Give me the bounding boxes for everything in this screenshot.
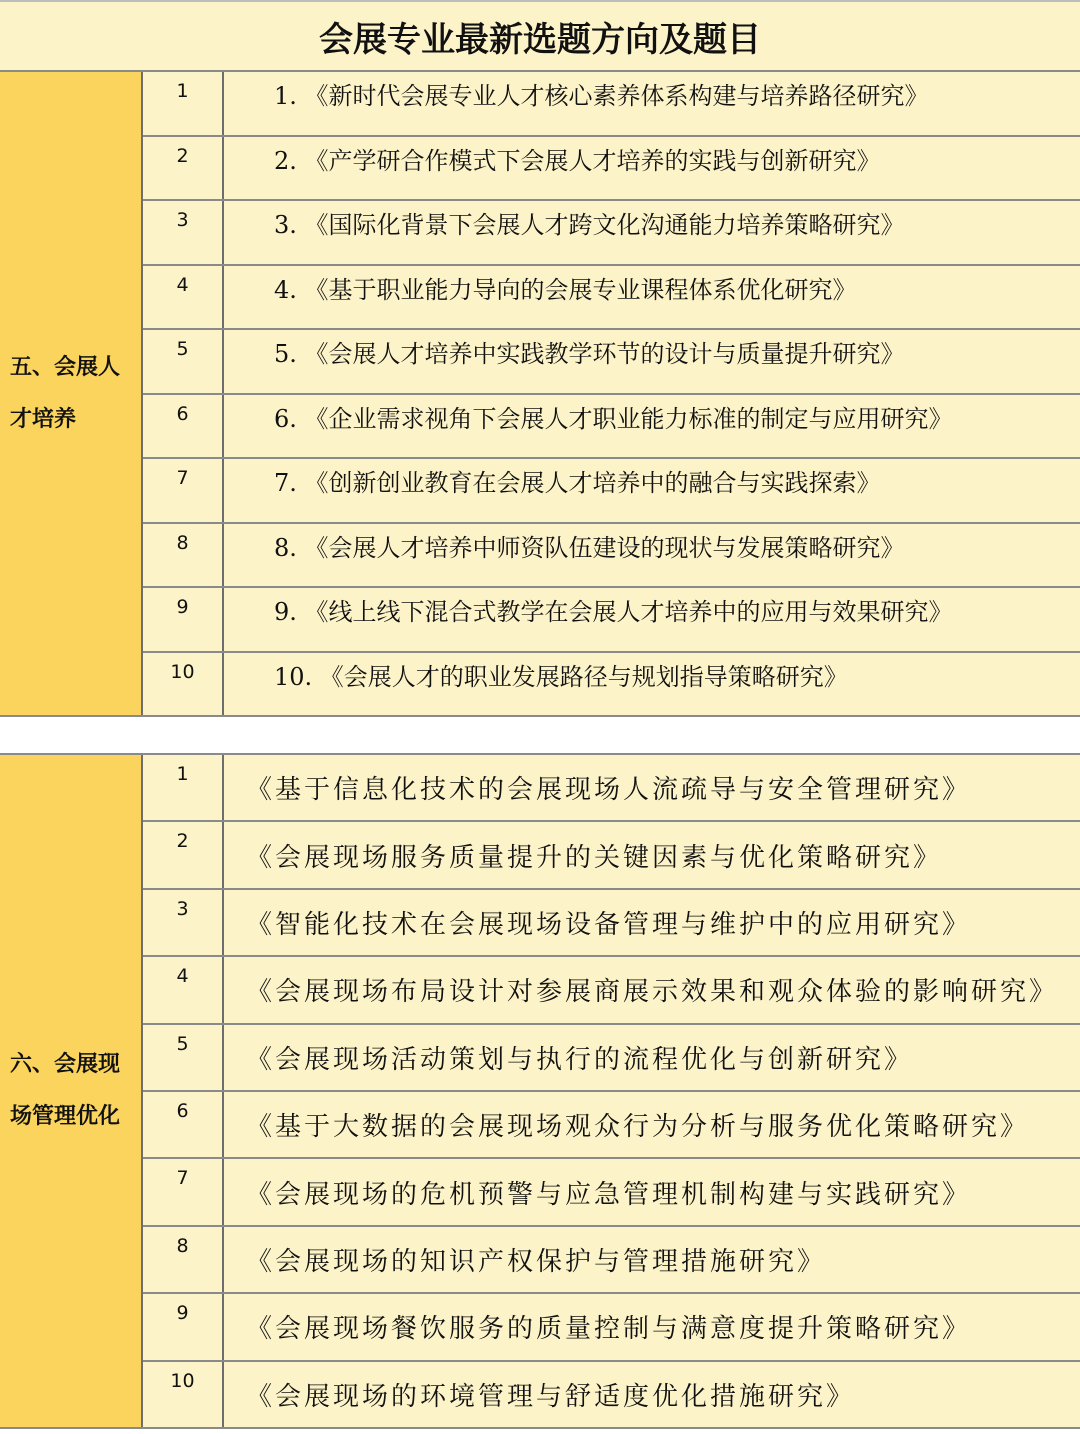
row-number: 3 (143, 890, 224, 955)
table-row (143, 201, 1080, 266)
topic-title: 5. 《会展人才培养中实践教学环节的设计与质量提升研究》 (274, 340, 905, 368)
table-row (143, 1159, 1080, 1226)
table-row (143, 1025, 1080, 1092)
table-row (143, 1362, 1080, 1427)
topic-title: 《智能化技术在会展现场设备管理与维护中的应用研究》 (246, 910, 972, 941)
table-row (143, 1294, 1080, 1361)
row-number: 5 (143, 330, 224, 393)
topic-list (143, 755, 1080, 1427)
table-row (143, 1092, 1080, 1159)
row-number: 6 (143, 1092, 224, 1157)
section-label (0, 72, 143, 715)
row-number: 7 (143, 1159, 224, 1224)
row-number: 10 (143, 653, 224, 716)
topic-title: 《会展现场的危机预警与应急管理机制构建与实践研究》 (246, 1179, 972, 1210)
page-title: 会展专业最新选题方向及题目 (0, 0, 1080, 72)
row-number: 8 (143, 1227, 224, 1292)
row-number: 4 (143, 957, 224, 1022)
table-row (143, 395, 1080, 460)
row-number: 2 (143, 822, 224, 887)
topic-title: 4. 《基于职业能力导向的会展专业课程体系优化研究》 (274, 275, 857, 304)
table-row (143, 957, 1080, 1024)
section-label-line2: 场管理优化 (10, 1104, 121, 1129)
row-number: 4 (143, 266, 224, 329)
topic-title: 《基于信息化技术的会展现场人流疏导与安全管理研究》 (246, 775, 972, 806)
topic-title: 《会展现场活动策划与执行的流程优化与创新研究》 (246, 1044, 914, 1075)
topic-title: 《基于大数据的会展现场观众行为分析与服务优化策略研究》 (246, 1112, 1030, 1143)
table-row (143, 822, 1080, 889)
table-row (143, 72, 1080, 137)
table-row (143, 137, 1080, 202)
topic-title: 1. 《新时代会展专业人才核心素养体系构建与培养路径研究》 (274, 82, 929, 110)
section-label (0, 755, 143, 1427)
topic-title: 《会展现场服务质量提升的关键因素与优化策略研究》 (246, 842, 943, 873)
topic-title: 2. 《产学研合作模式下会展人才培养的实践与创新研究》 (274, 146, 881, 175)
row-number: 2 (143, 137, 224, 200)
section-talent-training (0, 72, 1080, 717)
table-row (143, 1227, 1080, 1294)
topic-list (143, 72, 1080, 715)
topic-title: 9. 《线上线下混合式教学在会展人才培养中的应用与效果研究》 (274, 598, 953, 626)
row-number: 9 (143, 588, 224, 651)
topic-title: 3. 《国际化背景下会展人才跨文化沟通能力培养策略研究》 (274, 211, 905, 239)
table-row (143, 459, 1080, 524)
row-number: 1 (143, 72, 224, 135)
section-label-line1: 六、会展现 (10, 1052, 121, 1077)
table-row (143, 890, 1080, 957)
row-number: 9 (143, 1294, 224, 1359)
topic-title: 《会展现场布局设计对参展商展示效果和观众体验的影响研究》 (246, 977, 1059, 1008)
table-row (143, 330, 1080, 395)
table-row (143, 653, 1080, 716)
row-number: 6 (143, 395, 224, 458)
row-number: 7 (143, 459, 224, 522)
table-row (143, 755, 1080, 822)
row-number: 3 (143, 201, 224, 264)
section-label-line1: 五、会展人 (10, 354, 121, 380)
table-row (143, 266, 1080, 331)
topic-title: 10. 《会展人才的职业发展路径与规划指导策略研究》 (274, 662, 848, 691)
section-onsite-management (0, 753, 1080, 1429)
topic-title: 《会展现场的知识产权保护与管理措施研究》 (246, 1247, 827, 1278)
topic-title: 6. 《企业需求视角下会展人才职业能力标准的制定与应用研究》 (274, 404, 953, 433)
topic-title: 《会展现场餐饮服务的质量控制与满意度提升策略研究》 (246, 1314, 972, 1345)
row-number: 5 (143, 1025, 224, 1090)
section-label-line2: 才培养 (10, 406, 77, 432)
row-number: 1 (143, 755, 224, 820)
table-row (143, 524, 1080, 589)
row-number: 8 (143, 524, 224, 587)
row-number: 10 (143, 1362, 224, 1427)
topic-title: 7. 《创新创业教育在会展人才培养中的融合与实践探索》 (274, 469, 881, 497)
topic-title: 《会展现场的环境管理与舒适度优化措施研究》 (246, 1381, 856, 1412)
topic-title: 8. 《会展人才培养中师资队伍建设的现状与发展策略研究》 (274, 533, 905, 562)
table-row (143, 588, 1080, 653)
